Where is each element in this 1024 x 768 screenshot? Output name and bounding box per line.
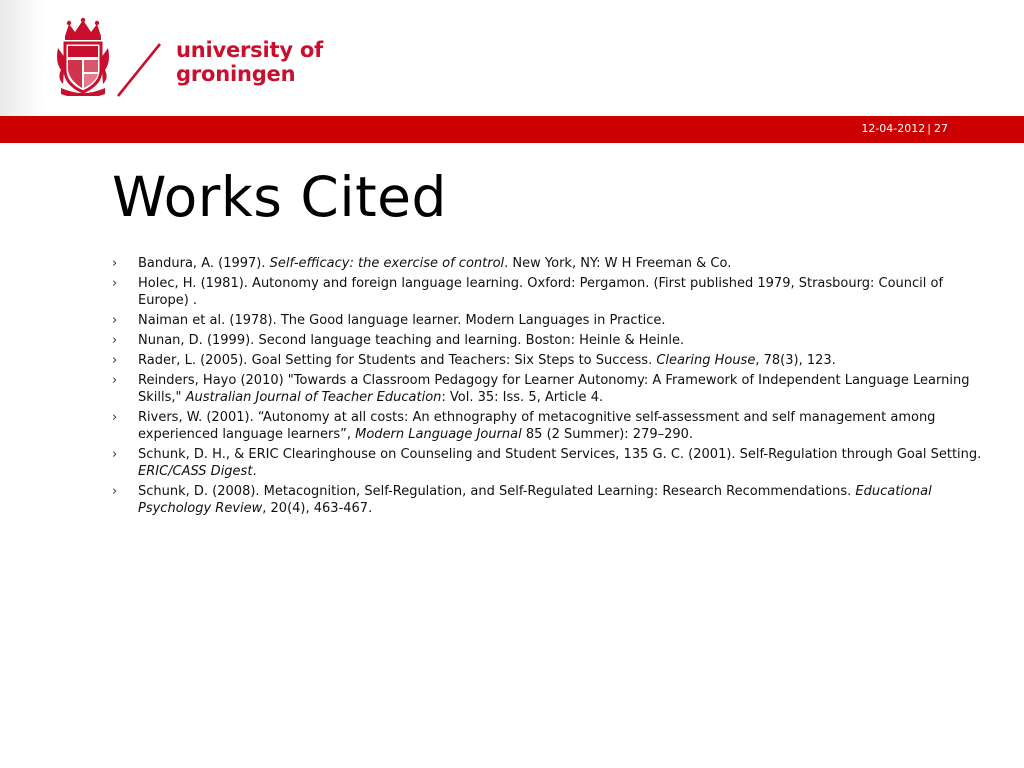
reference-item bbox=[112, 312, 992, 329]
reference-text: . bbox=[252, 464, 257, 479]
reference-text: Reinders, Hayo (2010) "Towards a Classroom Pedagogy for Learner Autonomy: A Framework of Independent Language Learning Skills," bbox=[138, 373, 970, 405]
bullet-chevron-icon: › bbox=[112, 256, 118, 271]
reference-item bbox=[112, 352, 992, 369]
reference-source-title: Modern Language Journal bbox=[355, 427, 522, 442]
reference-text: : Vol. 35: Iss. 5, Article 4. bbox=[441, 390, 604, 405]
reference-text: Nunan, D. (1999). Second language teaching and learning. Boston: Heinle & Heinle. bbox=[138, 333, 685, 348]
page-title: Works Cited bbox=[112, 165, 447, 229]
slide-date: 12-04-2012 bbox=[861, 122, 926, 135]
bullet-chevron-icon: › bbox=[112, 333, 118, 348]
reference-source-title: ERIC/CASS Digest bbox=[138, 464, 253, 479]
reference-text: Naiman et al. (1978). The Good language learner. Modern Languages in Practice. bbox=[138, 313, 666, 328]
reference-item bbox=[112, 483, 992, 517]
reference-list bbox=[112, 255, 992, 520]
university-crest-icon bbox=[55, 18, 111, 96]
reference-text: . New York, NY: W H Freeman & Co. bbox=[504, 256, 732, 271]
slash-divider-icon bbox=[114, 40, 164, 100]
reference-source-title: Clearing House bbox=[656, 353, 756, 368]
reference-text: Holec, H. (1981). Autonomy and foreign language learning. Oxford: Pergamon. (First published 1979, Strasbourg: Council of Europe) . bbox=[138, 276, 944, 308]
reference-source-title: Australian Journal of Teacher Education bbox=[185, 390, 442, 405]
reference-text: Schunk, D. (2008). Metacognition, Self-Regulation, and Self-Regulated Learning: Research Recommendations. bbox=[138, 484, 856, 499]
bullet-chevron-icon: › bbox=[112, 373, 118, 388]
bullet-chevron-icon: › bbox=[112, 313, 118, 328]
reference-text: Rivers, W. (2001). “Autonomy at all costs: An ethnography of metacognitive self-assessment and self management among experienced language learners”, bbox=[138, 410, 936, 442]
reference-item bbox=[112, 275, 992, 309]
reference-item bbox=[112, 446, 992, 480]
reference-text: Schunk, D. H., & ERIC Clearinghouse on Counseling and Student Services, 135 G. C. (2001). Self-Regulation through Goal Setting. bbox=[138, 447, 982, 462]
reference-item bbox=[112, 255, 992, 272]
header-red-bar bbox=[0, 116, 1024, 143]
reference-source-title: Self-efficacy: the exercise of control bbox=[269, 256, 505, 271]
bullet-chevron-icon: › bbox=[112, 353, 118, 368]
reference-text: Rader, L. (2005). Goal Setting for Students and Teachers: Six Steps to Success. bbox=[138, 353, 657, 368]
reference-source-title: Educational Psychology Review bbox=[138, 484, 932, 516]
reference-item bbox=[112, 409, 992, 443]
slide-page-number: 27 bbox=[934, 122, 948, 135]
bullet-chevron-icon: › bbox=[112, 276, 118, 291]
university-logo-text bbox=[176, 38, 323, 86]
reference-item bbox=[112, 372, 992, 406]
reference-text: Bandura, A. (1997). bbox=[138, 256, 270, 271]
logo-line-1: university of bbox=[176, 38, 324, 62]
reference-text: 85 (2 Summer): 279–290. bbox=[521, 427, 694, 442]
slide-info bbox=[861, 122, 948, 136]
bullet-chevron-icon: › bbox=[112, 447, 118, 462]
reference-item bbox=[112, 332, 992, 349]
reference-text: , 78(3), 123. bbox=[755, 353, 836, 368]
bullet-chevron-icon: › bbox=[112, 410, 118, 425]
left-shade bbox=[0, 0, 44, 116]
reference-text: , 20(4), 463-467. bbox=[262, 501, 373, 516]
bullet-chevron-icon: › bbox=[112, 484, 118, 499]
info-separator: | bbox=[927, 122, 931, 135]
logo-line-2: groningen bbox=[176, 62, 296, 86]
